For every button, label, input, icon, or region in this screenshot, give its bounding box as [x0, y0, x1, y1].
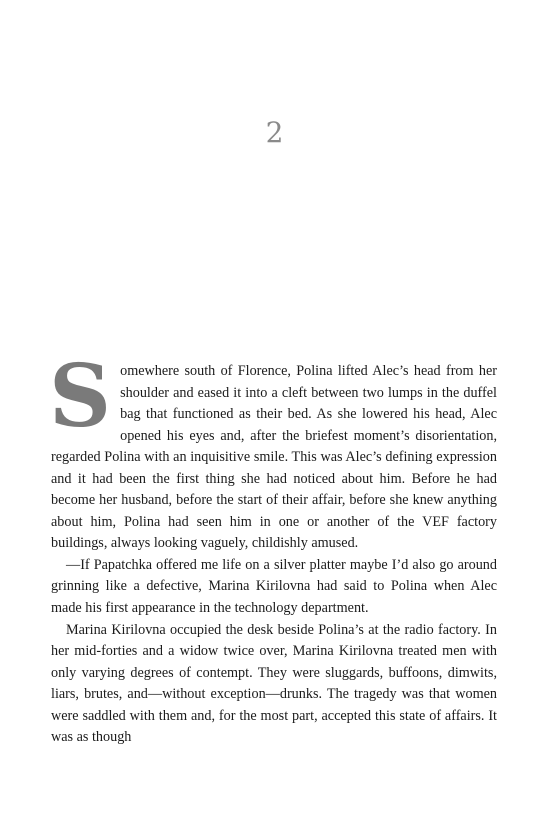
paragraph-1-text: omewhere south of Florence, Polina lifted Alec’s head from her shoulder and eased it into a cleft between two lumps in the duffel bag that functioned as their bed. As she lowered his head, Alec opened his eyes and, after the briefest moment’s disorientation, regarded Polina with an inquisitive smile. This was Alec’s defining expression and it had been the first thing she had noticed about him. Before he had become her husband, before the start of their affair, before she knew anything about him, Polina had seen him in one or another of the VEF factory buildings, always looking vaguely, childishly amused.	[51, 363, 497, 552]
chapter-number: 2	[265, 116, 284, 149]
paragraph-1	[49, 346, 497, 555]
paragraph-2: —If Papatchka offered me life on a silver platter maybe I’d also go around grinning like a defective, Marina Kirilovna had said to Polina when Alec made his first appearance in the technology department.	[51, 556, 497, 617]
drop-cap: S	[49, 346, 112, 447]
paragraph-3: Marina Kirilovna occupied the desk beside Polina’s at the radio factory. In her mid-forties and a widow twice over, Marina Kirilovna treated men with only varying degrees of contempt. They were sluggards, buffoons, dimwits, liars, brutes, and—without exception—drunks. The tragedy was that women were saddled with them and, for the most part, accepted this state of affairs. It was as though	[51, 621, 497, 746]
chapter-body	[49, 346, 497, 749]
